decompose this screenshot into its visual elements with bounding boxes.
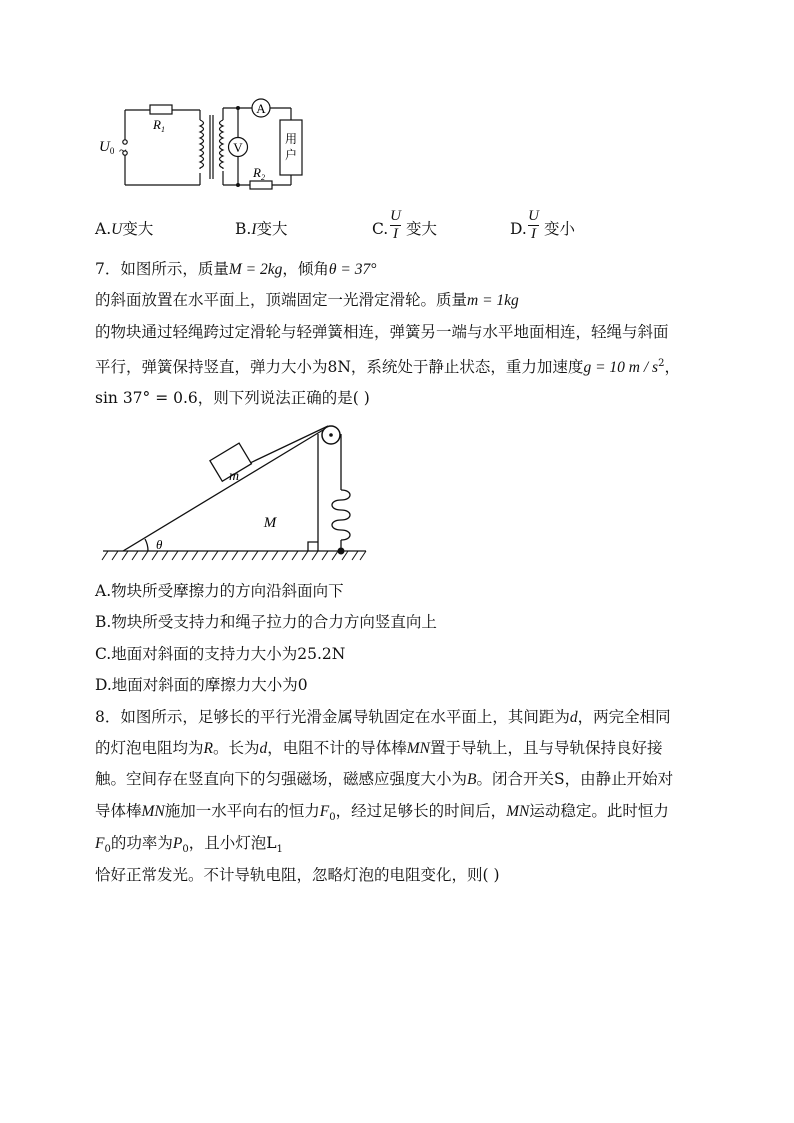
q8-line-6: 恰好正常发光。不计导轨电阻，忽略灯泡的电阻变化，则( ): [95, 866, 500, 884]
q6-option-a: A.U变大: [95, 220, 154, 238]
q7-line-1: 7．如图所示，质量M = 2kg，倾角θ = 37°: [95, 260, 377, 278]
ac-tilde: ~: [119, 144, 127, 159]
q6-option-d-fraction: U I: [528, 208, 539, 242]
ammeter-label: A: [256, 101, 266, 116]
q6-option-b: B.I变大: [235, 220, 288, 238]
q8-line-2: 的灯泡电阻均为R。长为d，电阻不计的导体棒MN置于导轨上，且与导轨保持良好接: [95, 739, 663, 757]
q7-option-c: C.地面对斜面的支持力大小为25.2N: [95, 645, 346, 663]
incline-label: M: [263, 515, 277, 531]
incline-pulley-figure: [98, 418, 373, 568]
voltmeter-label: V: [233, 140, 243, 155]
q8-line-5: $F_0$的功率为$P_0$，且小灯泡$L_1$: [95, 834, 283, 856]
user-box-label-2: 户: [284, 148, 298, 162]
q7-line-2: 的斜面放置在水平面上，顶端固定一光滑定滑轮。质量m = 1kg: [95, 291, 519, 309]
block-label: m: [228, 469, 240, 484]
q7-option-a: A.物块所受摩擦力的方向沿斜面向下: [95, 582, 344, 600]
angle-label: θ: [156, 537, 163, 552]
user-box-label-1: 用: [284, 132, 298, 146]
q6-option-c-prefix: C.: [372, 220, 389, 238]
q7-line-3: 的物块通过轻绳跨过定滑轮与轻弹簧相连，弹簧另一端与水平地面相连，轻绳与斜面: [95, 323, 669, 341]
q8-line-3: 触。空间存在竖直向下的匀强磁场，磁感应强度大小为B。闭合开关S，由静止开始对: [95, 770, 674, 788]
q6-option-d-text: 变小: [544, 220, 576, 238]
q7-line-5: sin 37° = 0.6，则下列说法正确的是( ): [95, 389, 370, 407]
source-label: $U_0$: [99, 139, 115, 156]
q7-option-b: B.物块所受支持力和绳子拉力的合力方向竖直向上: [95, 613, 437, 631]
q6-option-c-fraction: U I: [390, 208, 401, 242]
q8-line-4: 导体棒MN施加一水平向右的恒力$F_0$，经过足够长的时间后，MN运动稳定。此时恒力: [95, 802, 669, 824]
q6-option-d-prefix: D.: [510, 220, 527, 238]
q7-line-4: 平行，弹簧保持竖直，弹力大小为8N，系统处于静止状态，重力加速度g = 10 m / $s^2$，: [95, 358, 680, 377]
q8-line-1: 8．如图所示，足够长的平行光滑金属导轨固定在水平面上，其间距为d，两完全相同: [95, 708, 671, 726]
q7-option-d: D.地面对斜面的摩擦力大小为0: [95, 676, 308, 694]
r2-label: $R_2$: [253, 165, 265, 182]
transformer-circuit-figure: [95, 95, 315, 195]
r1-label: $R_1$: [153, 117, 165, 134]
q6-option-c-text: 变大: [406, 220, 438, 238]
